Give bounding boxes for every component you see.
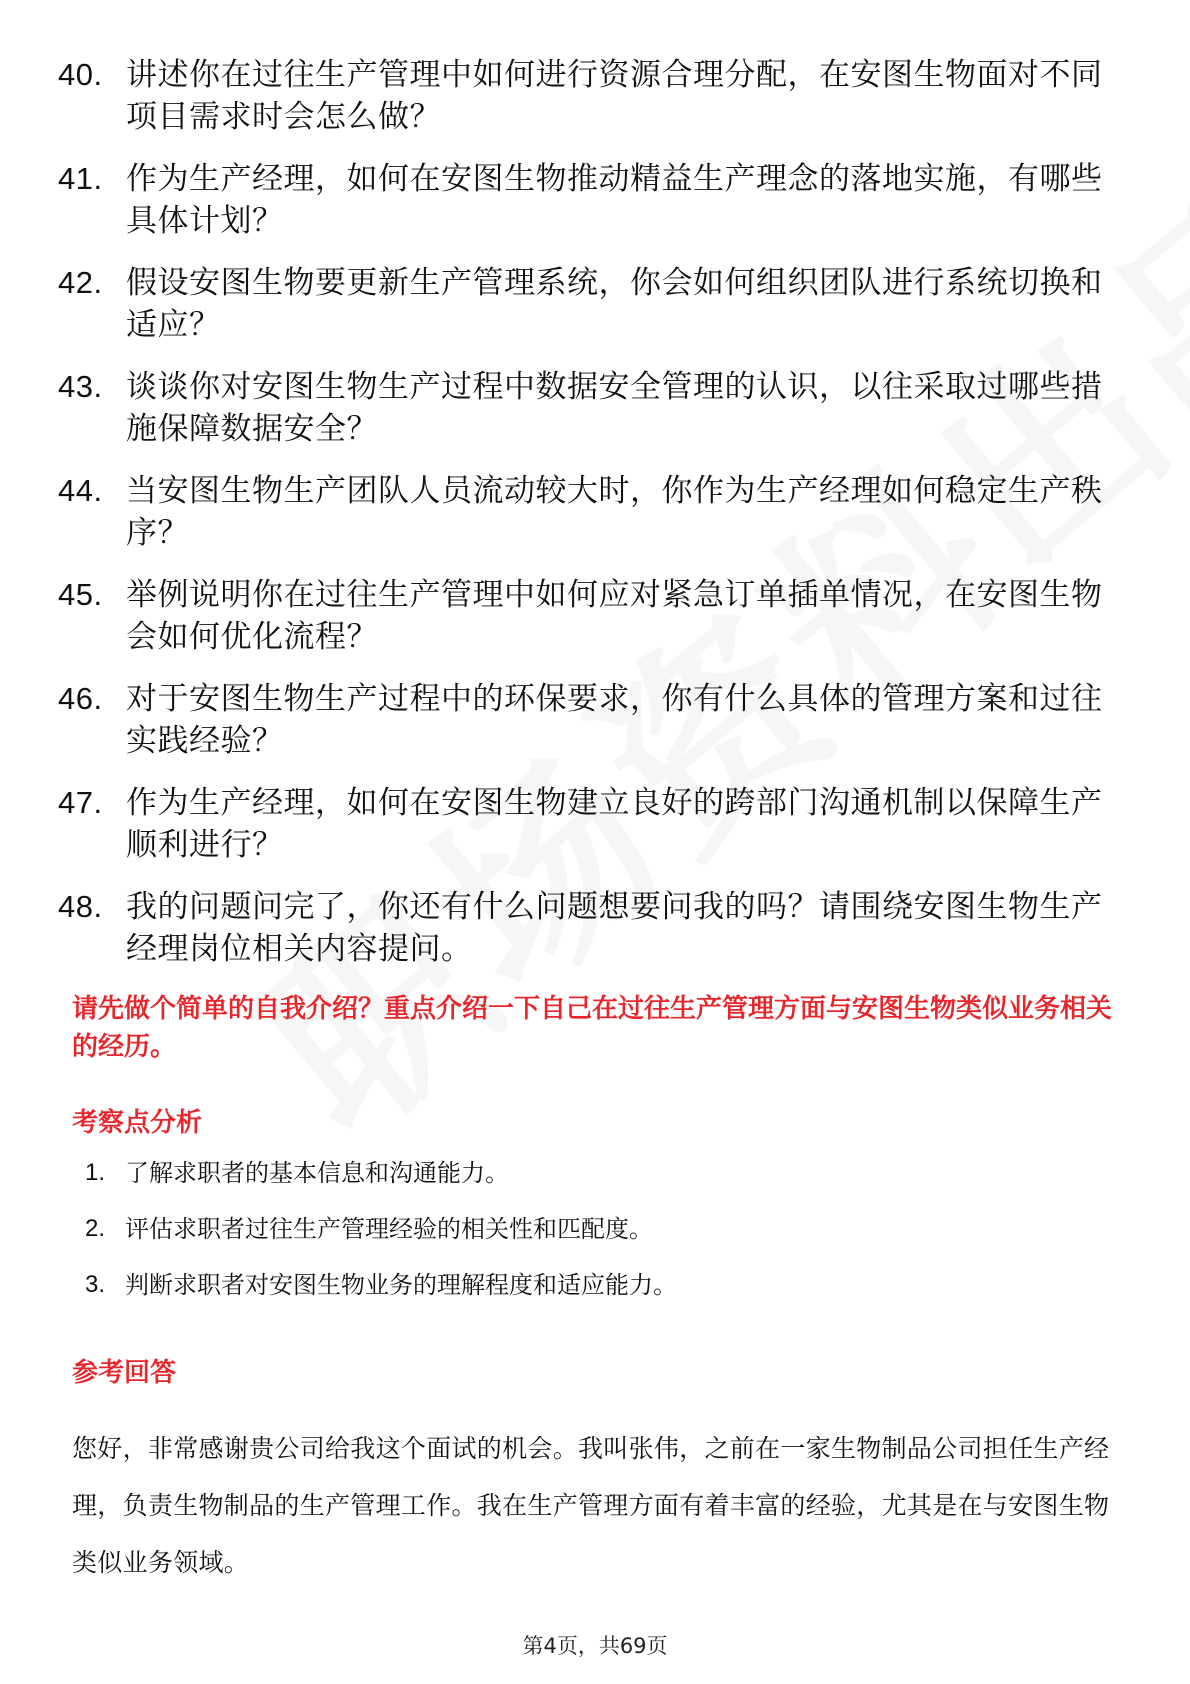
question-number: 41.: [58, 161, 103, 196]
question-text: 谈谈你对安图生物生产过程中数据安全管理的认识，以往采取过哪些措施保障数据安全？: [126, 369, 1103, 447]
question-text: 讲述你在过往生产管理中如何进行资源合理分配，在安图生物面对不同项目需求时会怎么做？: [126, 57, 1103, 135]
question-headline: 请先做个简单的自我介绍？重点介绍一下自己在过往生产管理方面与安图生物类似业务相关的经历。: [72, 994, 1113, 1062]
question-number: 47.: [58, 785, 103, 820]
analysis-list: [85, 1158, 677, 1326]
question-number: 40.: [58, 57, 103, 92]
question-item: [58, 574, 1118, 658]
question-item: [58, 158, 1118, 242]
question-text: 作为生产经理，如何在安图生物推动精益生产理念的落地实施，有哪些具体计划？: [126, 161, 1103, 239]
question-number: 42.: [58, 265, 103, 300]
question-item: [58, 782, 1118, 866]
analysis-number: 1.: [85, 1159, 106, 1186]
question-text: 我的问题问完了，你还有什么问题想要问我的吗？请围绕安图生物生产经理岗位相关内容提问。: [126, 889, 1103, 967]
question-list: [58, 54, 1118, 990]
question-item: [58, 470, 1118, 554]
analysis-number: 3.: [85, 1271, 106, 1298]
analysis-item: [85, 1158, 677, 1188]
question-item: [58, 54, 1118, 138]
question-text: 当安图生物生产团队人员流动较大时，你作为生产经理如何稳定生产秩序？: [126, 473, 1103, 551]
question-text: 假设安图生物要更新生产管理系统，你会如何组织团队进行系统切换和适应？: [126, 265, 1103, 343]
question-number: 45.: [58, 577, 103, 612]
question-item: [58, 678, 1118, 762]
reference-answer: 您好，非常感谢贵公司给我这个面试的机会。我叫张伟，之前在一家生物制品公司担任生产经理，负责生物制品的生产管理工作。我在生产管理方面有着丰富的经验，尤其是在与安图生物类似业务领域。: [72, 1434, 1110, 1577]
question-item: [58, 366, 1118, 450]
analysis-text: 判断求职者对安图生物业务的理解程度和适应能力。: [125, 1271, 677, 1299]
question-number: 46.: [58, 681, 103, 716]
question-number: 48.: [58, 889, 103, 924]
question-text: 作为生产经理，如何在安图生物建立良好的跨部门沟通机制以保障生产顺利进行？: [126, 785, 1103, 863]
page-number: 第4页，共69页: [522, 1634, 668, 1658]
question-text: 对于安图生物生产过程中的环保要求，你有什么具体的管理方案和过往实践经验？: [126, 681, 1103, 759]
question-item: [58, 262, 1118, 346]
reference-title: 参考回答: [72, 1358, 177, 1388]
question-text: 举例说明你在过往生产管理中如何应对紧急订单插单情况，在安图生物会如何优化流程？: [126, 577, 1103, 655]
analysis-item: [85, 1270, 677, 1300]
analysis-text: 了解求职者的基本信息和沟通能力。: [125, 1159, 509, 1187]
question-item: [58, 886, 1118, 970]
analysis-title: 考察点分析: [72, 1108, 203, 1138]
question-number: 44.: [58, 473, 103, 508]
analysis-item: [85, 1214, 677, 1244]
analysis-number: 2.: [85, 1215, 106, 1242]
question-number: 43.: [58, 369, 103, 404]
analysis-text: 评估求职者过往生产管理经验的相关性和匹配度。: [125, 1215, 653, 1243]
